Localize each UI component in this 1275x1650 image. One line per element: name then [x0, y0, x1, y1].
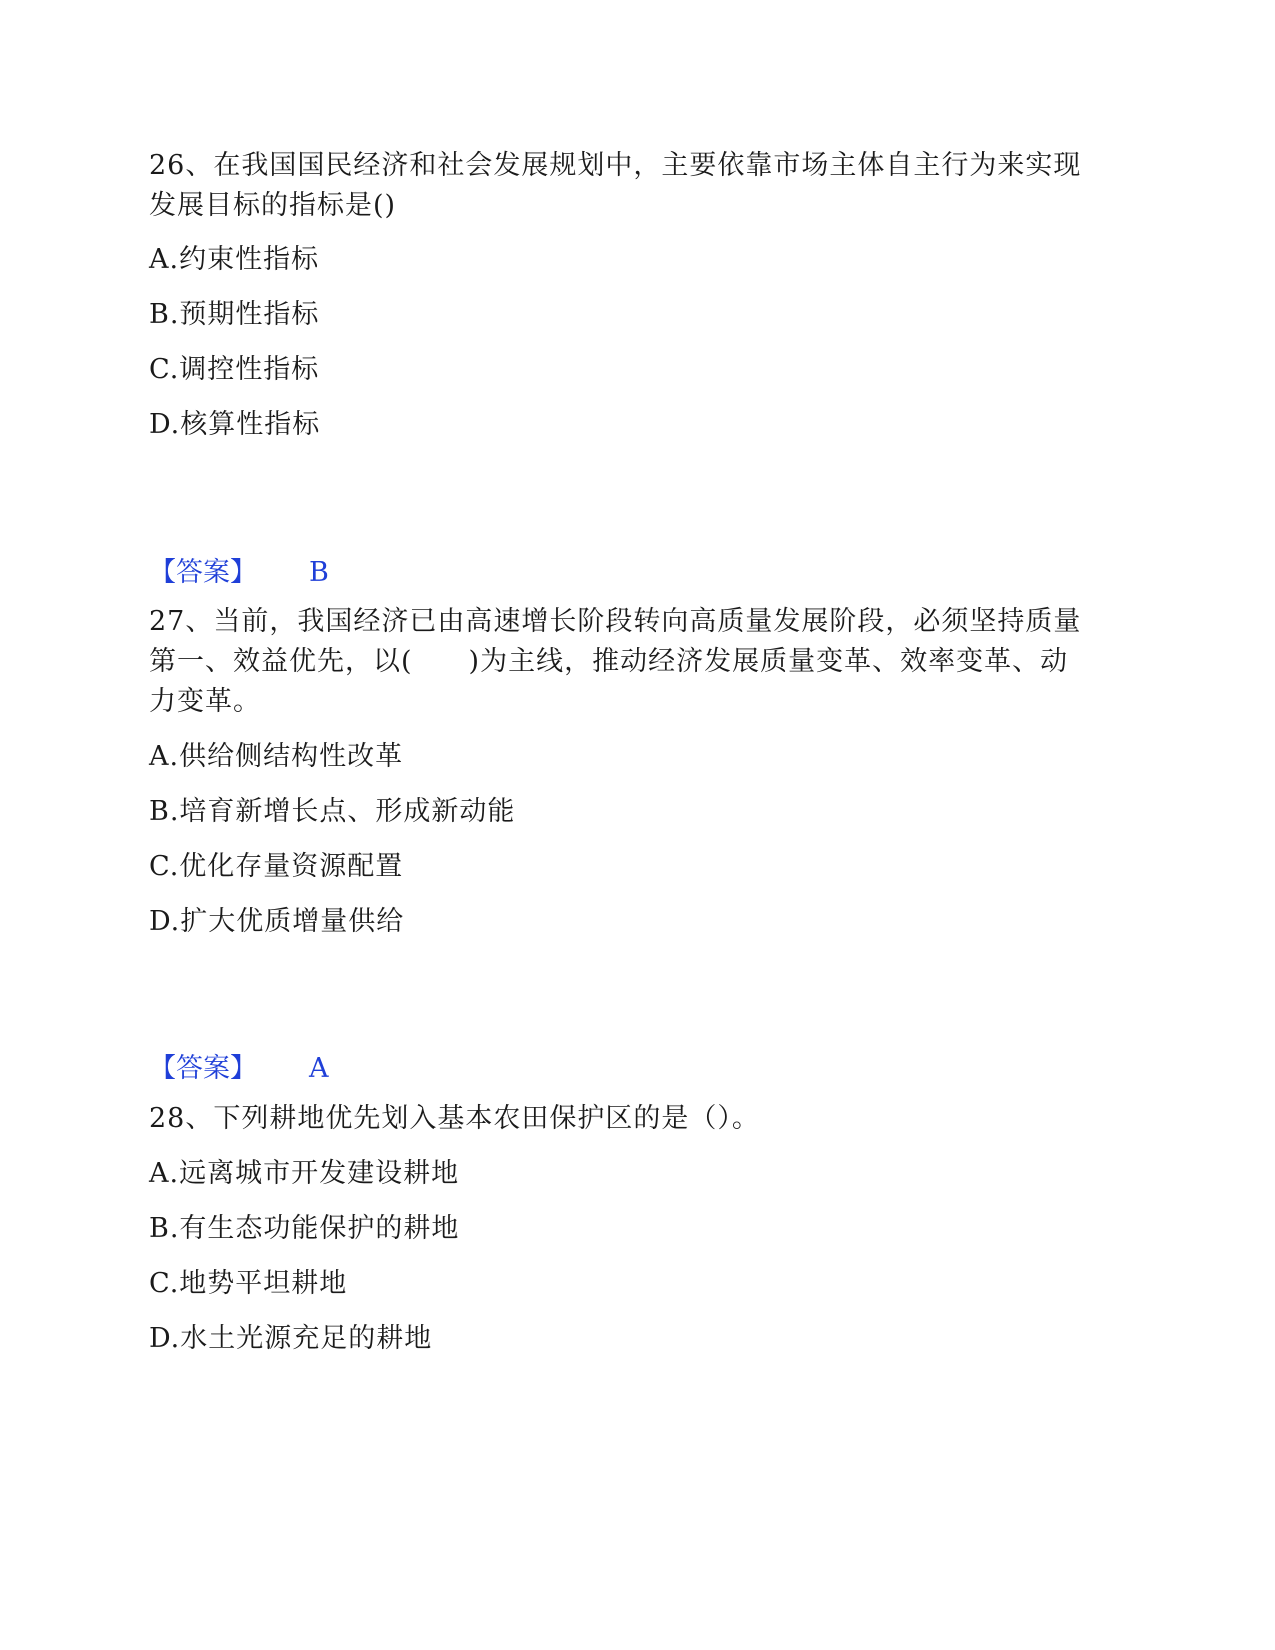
answer-label: 【答案】 [149, 557, 257, 588]
answer-value: A [309, 1053, 329, 1084]
question-27-option-c: C.优化存量资源配置 [149, 851, 404, 882]
question-27-answer [149, 1049, 329, 1089]
question-26-option-a: A.约束性指标 [149, 244, 320, 275]
question-26-stem-line-2: 发展目标的指标是() [149, 190, 397, 221]
question-28-option-a: A.远离城市开发建设耕地 [149, 1158, 460, 1189]
question-27-option-d: D.扩大优质增量供给 [149, 906, 405, 937]
question-27-option-b: B.培育新增长点、形成新动能 [149, 796, 516, 827]
question-26-option-b: B.预期性指标 [149, 299, 320, 330]
question-28-stem-line-1: 28、下列耕地优先划入基本农田保护区的是（）。 [149, 1103, 760, 1134]
question-26-stem-line-1: 26、在我国国民经济和社会发展规划中，主要依靠市场主体自主行为来实现 [149, 150, 1082, 181]
question-26-option-d: D.核算性指标 [149, 409, 321, 440]
question-27-stem-line-3: 力变革。 [149, 686, 261, 717]
question-27-stem-line-2: 第一、效益优先，以( )为主线，推动经济发展质量变革、效率变革、动 [149, 646, 1069, 677]
question-28-option-c: C.地势平坦耕地 [149, 1268, 348, 1299]
question-26-answer [149, 553, 329, 593]
question-28-option-d: D.水土光源充足的耕地 [149, 1323, 433, 1354]
question-27-stem-line-1: 27、当前，我国经济已由高速增长阶段转向高质量发展阶段，必须坚持质量 [149, 606, 1082, 637]
question-26-option-c: C.调控性指标 [149, 354, 320, 385]
answer-label: 【答案】 [149, 1053, 257, 1084]
answer-value: B [309, 557, 329, 588]
question-28-option-b: B.有生态功能保护的耕地 [149, 1213, 460, 1244]
question-27-option-a: A.供给侧结构性改革 [149, 741, 404, 772]
